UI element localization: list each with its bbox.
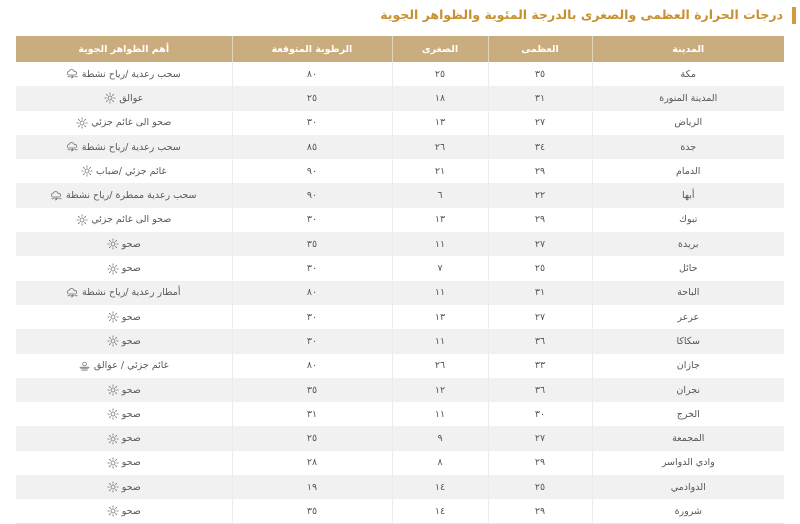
table-header-row xyxy=(16,36,784,62)
cell-min-temp: ١٨ xyxy=(392,86,488,110)
cell-city: المجمعة xyxy=(592,426,784,450)
cell-phenomena xyxy=(16,183,232,207)
cell-phenomena xyxy=(16,159,232,183)
cell-city: جدة xyxy=(592,135,784,159)
page-title-bar xyxy=(0,0,800,30)
cell-phenomena xyxy=(16,232,232,256)
cell-city: بريدة xyxy=(592,232,784,256)
table-body xyxy=(16,62,784,524)
cell-city: وادي الدواسر xyxy=(592,451,784,475)
table-row[interactable] xyxy=(16,62,784,86)
cell-humidity: ٩٠ xyxy=(232,183,392,207)
column-header-humidity[interactable]: الرطوبة المتوقعة xyxy=(232,36,392,62)
cell-min-temp: ٢٦ xyxy=(392,135,488,159)
table-row[interactable] xyxy=(16,475,784,499)
cell-phenomena xyxy=(16,378,232,402)
cell-phenomena xyxy=(16,475,232,499)
phenomena-group xyxy=(25,214,223,226)
title-accent-bar xyxy=(792,7,796,24)
cell-min-temp: ٧ xyxy=(392,256,488,280)
cell-humidity: ٨٠ xyxy=(232,62,392,86)
table-row[interactable] xyxy=(16,111,784,135)
cell-max-temp: ٢٩ xyxy=(488,499,592,523)
phenomena-group xyxy=(25,263,223,275)
table-row[interactable] xyxy=(16,426,784,450)
phenomena-label: سحب رعدية /رياح نشطة xyxy=(81,68,181,80)
weather-table-container xyxy=(16,36,784,517)
table-row[interactable] xyxy=(16,378,784,402)
cell-min-temp: ١٤ xyxy=(392,475,488,499)
cell-max-temp: ٣٥ xyxy=(488,62,592,86)
table-row[interactable] xyxy=(16,281,784,305)
phenomena-group xyxy=(25,408,223,420)
table-row[interactable] xyxy=(16,159,784,183)
cell-phenomena xyxy=(16,451,232,475)
cell-humidity: ٣٠ xyxy=(232,111,392,135)
sun-icon xyxy=(107,457,119,469)
phenomena-label: صحو xyxy=(121,335,141,347)
cell-min-temp: ٢٥ xyxy=(392,62,488,86)
phenomena-label: سحب رعدية /رياح نشطة xyxy=(81,141,181,153)
cell-city: أبها xyxy=(592,183,784,207)
cell-city: المدينة المنورة xyxy=(592,86,784,110)
cell-humidity: ٣٠ xyxy=(232,329,392,353)
cell-city: تبوك xyxy=(592,208,784,232)
table-row[interactable] xyxy=(16,451,784,475)
cell-max-temp: ٢٧ xyxy=(488,111,592,135)
cell-humidity: ٣٠ xyxy=(232,208,392,232)
cell-max-temp: ٢٧ xyxy=(488,426,592,450)
sun-icon xyxy=(107,433,119,445)
table-row[interactable] xyxy=(16,329,784,353)
phenomena-label: غائم جزئي /ضباب xyxy=(95,165,167,177)
cell-min-temp: ٢٦ xyxy=(392,354,488,378)
cell-min-temp: ١٣ xyxy=(392,305,488,329)
column-header-phenomena[interactable]: أهم الظواهر الجوية xyxy=(16,36,232,62)
sun-icon xyxy=(104,92,116,104)
cell-max-temp: ٢٧ xyxy=(488,232,592,256)
sun-icon xyxy=(107,505,119,517)
cell-humidity: ٢٨ xyxy=(232,451,392,475)
phenomena-group xyxy=(25,335,223,347)
phenomena-group xyxy=(25,457,223,469)
phenomena-group xyxy=(25,360,223,372)
cell-min-temp: ٢١ xyxy=(392,159,488,183)
cell-max-temp: ٢٥ xyxy=(488,475,592,499)
cell-phenomena xyxy=(16,256,232,280)
cell-city: جازان xyxy=(592,354,784,378)
cell-min-temp: ١٣ xyxy=(392,208,488,232)
cell-humidity: ٨٠ xyxy=(232,354,392,378)
cell-humidity: ٢٥ xyxy=(232,426,392,450)
cell-humidity: ٣٥ xyxy=(232,499,392,523)
cell-max-temp: ٣٦ xyxy=(488,329,592,353)
haze-icon xyxy=(79,360,91,372)
table-row[interactable] xyxy=(16,305,784,329)
column-header-max[interactable]: العظمى xyxy=(488,36,592,62)
cell-city: الباحة xyxy=(592,281,784,305)
table-row[interactable] xyxy=(16,499,784,523)
cell-max-temp: ٣٠ xyxy=(488,402,592,426)
sun-icon xyxy=(107,335,119,347)
cell-humidity: ٢٥ xyxy=(232,86,392,110)
cell-city: سكاكا xyxy=(592,329,784,353)
table-row[interactable] xyxy=(16,402,784,426)
table-row[interactable] xyxy=(16,135,784,159)
cell-min-temp: ١١ xyxy=(392,402,488,426)
phenomena-group xyxy=(25,311,223,323)
phenomena-group xyxy=(25,117,223,129)
weather-table xyxy=(16,36,784,524)
phenomena-label: عوالق xyxy=(119,92,144,104)
cell-min-temp: ١٤ xyxy=(392,499,488,523)
cell-max-temp: ٣٦ xyxy=(488,378,592,402)
sun-icon xyxy=(107,238,119,250)
column-header-min[interactable]: الصغرى xyxy=(392,36,488,62)
phenomena-label: صحو xyxy=(121,481,141,493)
cell-phenomena xyxy=(16,62,232,86)
cell-max-temp: ٣٤ xyxy=(488,135,592,159)
phenomena-label: صحو الى غائم جزئي xyxy=(91,117,172,129)
phenomena-label: سحب رعدية ممطرة /رياح نشطة xyxy=(65,190,197,202)
cell-max-temp: ٣١ xyxy=(488,86,592,110)
phenomena-label: صحو xyxy=(121,384,141,396)
table-header xyxy=(16,36,784,62)
table-row[interactable] xyxy=(16,183,784,207)
sun-icon xyxy=(107,311,119,323)
sun-icon xyxy=(107,263,119,275)
cell-phenomena xyxy=(16,208,232,232)
cell-phenomena xyxy=(16,426,232,450)
phenomena-label: صحو xyxy=(121,505,141,517)
storm-cloud-icon xyxy=(67,287,79,299)
cell-phenomena xyxy=(16,111,232,135)
phenomena-group xyxy=(25,141,223,153)
sun-icon xyxy=(76,117,88,129)
storm-cloud-icon xyxy=(51,190,63,202)
phenomena-group xyxy=(25,238,223,250)
cell-humidity: ٣٠ xyxy=(232,305,392,329)
cell-city: الدوادمي xyxy=(592,475,784,499)
cell-humidity: ٨٥ xyxy=(232,135,392,159)
phenomena-label: صحو xyxy=(121,433,141,445)
cell-max-temp: ٢٩ xyxy=(488,451,592,475)
phenomena-label: صحو الى غائم جزئي xyxy=(91,214,172,226)
cell-phenomena xyxy=(16,499,232,523)
cell-min-temp: ١١ xyxy=(392,281,488,305)
phenomena-group xyxy=(25,190,223,202)
cell-city: مكة xyxy=(592,62,784,86)
phenomena-label: غائم جزئي / عوالق xyxy=(93,360,169,372)
column-header-city[interactable]: المدينة xyxy=(592,36,784,62)
cell-max-temp: ٢٩ xyxy=(488,159,592,183)
cell-max-temp: ٣١ xyxy=(488,281,592,305)
cell-min-temp: ١٣ xyxy=(392,111,488,135)
cell-humidity: ٣٥ xyxy=(232,378,392,402)
cell-min-temp: ٩ xyxy=(392,426,488,450)
phenomena-label: صحو xyxy=(121,311,141,323)
phenomena-group xyxy=(25,505,223,517)
cell-phenomena xyxy=(16,281,232,305)
table-row[interactable] xyxy=(16,256,784,280)
phenomena-group xyxy=(25,165,223,177)
cell-min-temp: ٨ xyxy=(392,451,488,475)
sun-icon xyxy=(107,384,119,396)
cell-phenomena xyxy=(16,402,232,426)
phenomena-group xyxy=(25,287,223,299)
cell-city: عرعر xyxy=(592,305,784,329)
cell-humidity: ٨٠ xyxy=(232,281,392,305)
cell-min-temp: ٦ xyxy=(392,183,488,207)
phenomena-label: صحو xyxy=(121,457,141,469)
cell-city: الرياض xyxy=(592,111,784,135)
table-row[interactable] xyxy=(16,86,784,110)
phenomena-group xyxy=(25,92,223,104)
phenomena-group xyxy=(25,481,223,493)
cell-city: نجران xyxy=(592,378,784,402)
cell-phenomena xyxy=(16,86,232,110)
table-row[interactable] xyxy=(16,208,784,232)
phenomena-group xyxy=(25,433,223,445)
phenomena-group xyxy=(25,384,223,396)
cell-min-temp: ١١ xyxy=(392,329,488,353)
sun-icon xyxy=(107,481,119,493)
cell-phenomena xyxy=(16,354,232,378)
phenomena-label: صحو xyxy=(121,238,141,250)
storm-cloud-icon xyxy=(67,68,79,80)
cell-humidity: ٣٠ xyxy=(232,256,392,280)
cell-humidity: ٣٥ xyxy=(232,232,392,256)
phenomena-label: صحو xyxy=(121,408,141,420)
page-title: درجات الحرارة العظمى والصغرى بالدرجة المئوية والظواهر الجوية xyxy=(380,7,783,22)
cell-max-temp: ٢٧ xyxy=(488,305,592,329)
phenomena-label: أمطار رعدية /رياح نشطة xyxy=(82,287,181,299)
cell-max-temp: ٣٣ xyxy=(488,354,592,378)
cell-city: شرورة xyxy=(592,499,784,523)
cell-city: الدمام xyxy=(592,159,784,183)
cell-max-temp: ٢٩ xyxy=(488,208,592,232)
sun-icon xyxy=(81,165,93,177)
table-row[interactable] xyxy=(16,232,784,256)
cell-max-temp: ٢٥ xyxy=(488,256,592,280)
cell-city: حائل xyxy=(592,256,784,280)
sun-icon xyxy=(107,408,119,420)
cell-min-temp: ١١ xyxy=(392,232,488,256)
cell-min-temp: ١٢ xyxy=(392,378,488,402)
cell-phenomena xyxy=(16,329,232,353)
cell-humidity: ١٩ xyxy=(232,475,392,499)
phenomena-label: صحو xyxy=(121,263,141,275)
phenomena-group xyxy=(25,68,223,80)
cell-humidity: ٩٠ xyxy=(232,159,392,183)
cell-phenomena xyxy=(16,135,232,159)
table-row[interactable] xyxy=(16,354,784,378)
cell-humidity: ٣١ xyxy=(232,402,392,426)
storm-cloud-icon xyxy=(67,141,79,153)
cell-max-temp: ٢٢ xyxy=(488,183,592,207)
cell-phenomena xyxy=(16,305,232,329)
cell-city: الخرج xyxy=(592,402,784,426)
sun-icon xyxy=(76,214,88,226)
